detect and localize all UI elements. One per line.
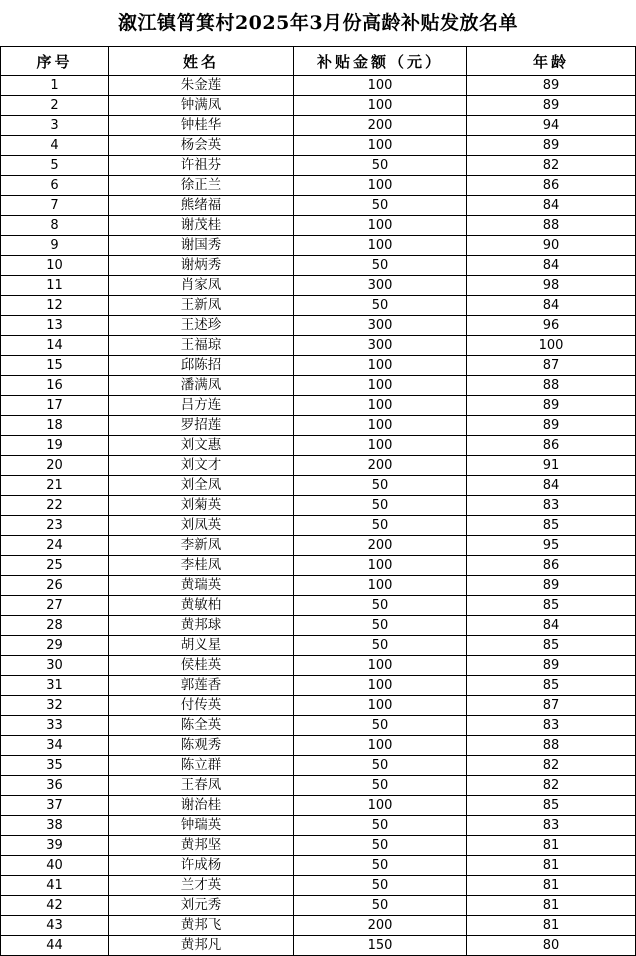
cell-name: 王春凤 xyxy=(109,776,294,796)
cell-index: 3 xyxy=(1,116,109,136)
cell-index: 6 xyxy=(1,176,109,196)
cell-amount: 100 xyxy=(294,216,467,236)
table-row xyxy=(1,536,636,556)
cell-amount: 100 xyxy=(294,696,467,716)
cell-amount: 50 xyxy=(294,816,467,836)
cell-name: 钟瑞英 xyxy=(109,816,294,836)
cell-index: 40 xyxy=(1,856,109,876)
cell-amount: 50 xyxy=(294,776,467,796)
header-amount: 补贴金额（元） xyxy=(294,47,467,76)
table-row xyxy=(1,816,636,836)
cell-age: 98 xyxy=(467,276,636,296)
table-row xyxy=(1,336,636,356)
cell-name: 陈全英 xyxy=(109,716,294,736)
cell-amount: 50 xyxy=(294,476,467,496)
table-row xyxy=(1,596,636,616)
cell-name: 刘元秀 xyxy=(109,896,294,916)
cell-name: 刘文惠 xyxy=(109,436,294,456)
cell-name: 王新凤 xyxy=(109,296,294,316)
cell-age: 90 xyxy=(467,236,636,256)
table-row xyxy=(1,236,636,256)
cell-index: 18 xyxy=(1,416,109,436)
cell-age: 86 xyxy=(467,556,636,576)
cell-name: 黄邦凡 xyxy=(109,936,294,956)
table-row xyxy=(1,456,636,476)
cell-amount: 50 xyxy=(294,896,467,916)
table-row xyxy=(1,516,636,536)
cell-age: 87 xyxy=(467,356,636,376)
table-row xyxy=(1,776,636,796)
cell-name: 许祖芬 xyxy=(109,156,294,176)
table-row xyxy=(1,76,636,96)
cell-amount: 100 xyxy=(294,376,467,396)
cell-index: 41 xyxy=(1,876,109,896)
cell-name: 钟满凤 xyxy=(109,96,294,116)
cell-age: 89 xyxy=(467,96,636,116)
cell-amount: 50 xyxy=(294,876,467,896)
cell-name: 陈立群 xyxy=(109,756,294,776)
cell-index: 38 xyxy=(1,816,109,836)
cell-amount: 50 xyxy=(294,256,467,276)
cell-age: 85 xyxy=(467,516,636,536)
cell-index: 44 xyxy=(1,936,109,956)
cell-age: 89 xyxy=(467,136,636,156)
cell-age: 82 xyxy=(467,756,636,776)
table-row xyxy=(1,756,636,776)
cell-age: 82 xyxy=(467,776,636,796)
table-row xyxy=(1,176,636,196)
cell-index: 39 xyxy=(1,836,109,856)
table-row xyxy=(1,556,636,576)
cell-age: 82 xyxy=(467,156,636,176)
cell-index: 2 xyxy=(1,96,109,116)
cell-index: 13 xyxy=(1,316,109,336)
cell-name: 黄邦球 xyxy=(109,616,294,636)
cell-index: 5 xyxy=(1,156,109,176)
cell-index: 31 xyxy=(1,676,109,696)
table-header xyxy=(1,47,636,76)
cell-amount: 200 xyxy=(294,116,467,136)
cell-age: 84 xyxy=(467,196,636,216)
cell-amount: 50 xyxy=(294,296,467,316)
table-row xyxy=(1,436,636,456)
cell-age: 88 xyxy=(467,736,636,756)
cell-amount: 300 xyxy=(294,336,467,356)
table-row xyxy=(1,476,636,496)
cell-index: 7 xyxy=(1,196,109,216)
cell-age: 84 xyxy=(467,296,636,316)
cell-index: 14 xyxy=(1,336,109,356)
cell-age: 81 xyxy=(467,896,636,916)
cell-age: 96 xyxy=(467,316,636,336)
cell-amount: 150 xyxy=(294,936,467,956)
cell-name: 徐正兰 xyxy=(109,176,294,196)
cell-age: 84 xyxy=(467,256,636,276)
cell-age: 86 xyxy=(467,436,636,456)
document-title: 溆江镇筲箕村2025年3月份高龄补贴发放名单 xyxy=(117,12,519,34)
table-row xyxy=(1,896,636,916)
cell-name: 胡义星 xyxy=(109,636,294,656)
table-row xyxy=(1,676,636,696)
cell-age: 87 xyxy=(467,696,636,716)
cell-age: 81 xyxy=(467,836,636,856)
cell-name: 王述珍 xyxy=(109,316,294,336)
table-row xyxy=(1,216,636,236)
table-row xyxy=(1,396,636,416)
cell-age: 85 xyxy=(467,636,636,656)
cell-age: 83 xyxy=(467,816,636,836)
table-row xyxy=(1,416,636,436)
cell-age: 89 xyxy=(467,76,636,96)
cell-index: 28 xyxy=(1,616,109,636)
header-age: 年龄 xyxy=(467,47,636,76)
cell-name: 谢国秀 xyxy=(109,236,294,256)
cell-index: 37 xyxy=(1,796,109,816)
cell-index: 30 xyxy=(1,656,109,676)
cell-name: 刘凤英 xyxy=(109,516,294,536)
cell-index: 23 xyxy=(1,516,109,536)
table-row xyxy=(1,636,636,656)
cell-age: 95 xyxy=(467,536,636,556)
cell-amount: 100 xyxy=(294,416,467,436)
cell-name: 刘菊英 xyxy=(109,496,294,516)
cell-age: 84 xyxy=(467,616,636,636)
table-row xyxy=(1,356,636,376)
cell-index: 36 xyxy=(1,776,109,796)
table-row xyxy=(1,696,636,716)
cell-amount: 50 xyxy=(294,716,467,736)
cell-name: 李桂凤 xyxy=(109,556,294,576)
cell-amount: 100 xyxy=(294,656,467,676)
cell-amount: 100 xyxy=(294,176,467,196)
cell-name: 吕方连 xyxy=(109,396,294,416)
table-row xyxy=(1,796,636,816)
cell-age: 84 xyxy=(467,476,636,496)
cell-index: 9 xyxy=(1,236,109,256)
subsidy-table xyxy=(0,46,636,956)
cell-age: 89 xyxy=(467,576,636,596)
cell-amount: 100 xyxy=(294,356,467,376)
cell-index: 35 xyxy=(1,756,109,776)
cell-amount: 100 xyxy=(294,676,467,696)
cell-index: 16 xyxy=(1,376,109,396)
cell-amount: 100 xyxy=(294,76,467,96)
table-row xyxy=(1,656,636,676)
cell-name: 郭莲香 xyxy=(109,676,294,696)
cell-amount: 100 xyxy=(294,576,467,596)
cell-index: 11 xyxy=(1,276,109,296)
cell-index: 12 xyxy=(1,296,109,316)
cell-age: 89 xyxy=(467,416,636,436)
table-row xyxy=(1,496,636,516)
cell-index: 25 xyxy=(1,556,109,576)
cell-index: 20 xyxy=(1,456,109,476)
cell-index: 29 xyxy=(1,636,109,656)
cell-age: 94 xyxy=(467,116,636,136)
cell-age: 83 xyxy=(467,716,636,736)
cell-name: 李新凤 xyxy=(109,536,294,556)
cell-amount: 50 xyxy=(294,156,467,176)
cell-age: 86 xyxy=(467,176,636,196)
cell-index: 1 xyxy=(1,76,109,96)
cell-amount: 50 xyxy=(294,196,467,216)
cell-name: 王福琼 xyxy=(109,336,294,356)
cell-age: 81 xyxy=(467,876,636,896)
cell-amount: 100 xyxy=(294,136,467,156)
cell-amount: 100 xyxy=(294,236,467,256)
cell-amount: 200 xyxy=(294,536,467,556)
table-row xyxy=(1,716,636,736)
table-row xyxy=(1,96,636,116)
table-row xyxy=(1,316,636,336)
cell-age: 91 xyxy=(467,456,636,476)
cell-amount: 200 xyxy=(294,456,467,476)
table-row xyxy=(1,256,636,276)
table-row xyxy=(1,136,636,156)
header-name: 姓名 xyxy=(109,47,294,76)
cell-age: 88 xyxy=(467,216,636,236)
cell-age: 85 xyxy=(467,596,636,616)
cell-amount: 50 xyxy=(294,516,467,536)
table-row xyxy=(1,736,636,756)
cell-amount: 200 xyxy=(294,916,467,936)
cell-amount: 100 xyxy=(294,96,467,116)
cell-age: 80 xyxy=(467,936,636,956)
cell-index: 19 xyxy=(1,436,109,456)
cell-index: 26 xyxy=(1,576,109,596)
cell-index: 42 xyxy=(1,896,109,916)
cell-index: 32 xyxy=(1,696,109,716)
cell-age: 81 xyxy=(467,916,636,936)
cell-name: 肖家凤 xyxy=(109,276,294,296)
cell-name: 罗招莲 xyxy=(109,416,294,436)
cell-name: 付传英 xyxy=(109,696,294,716)
cell-index: 15 xyxy=(1,356,109,376)
cell-index: 21 xyxy=(1,476,109,496)
table-row xyxy=(1,116,636,136)
cell-name: 许成杨 xyxy=(109,856,294,876)
table-row xyxy=(1,876,636,896)
table-row xyxy=(1,916,636,936)
cell-name: 谢炳秀 xyxy=(109,256,294,276)
cell-name: 谢治桂 xyxy=(109,796,294,816)
cell-amount: 100 xyxy=(294,556,467,576)
cell-name: 黄邦飞 xyxy=(109,916,294,936)
header-index: 序号 xyxy=(1,47,109,76)
cell-name: 侯桂英 xyxy=(109,656,294,676)
cell-amount: 50 xyxy=(294,596,467,616)
cell-index: 34 xyxy=(1,736,109,756)
table-row xyxy=(1,156,636,176)
table-row xyxy=(1,836,636,856)
cell-name: 熊绪福 xyxy=(109,196,294,216)
cell-name: 刘文才 xyxy=(109,456,294,476)
cell-name: 黄瑞英 xyxy=(109,576,294,596)
cell-name: 刘全凤 xyxy=(109,476,294,496)
cell-age: 81 xyxy=(467,856,636,876)
header-row xyxy=(1,47,636,76)
cell-name: 朱金莲 xyxy=(109,76,294,96)
cell-age: 89 xyxy=(467,396,636,416)
cell-index: 24 xyxy=(1,536,109,556)
cell-amount: 300 xyxy=(294,316,467,336)
cell-amount: 100 xyxy=(294,796,467,816)
cell-index: 27 xyxy=(1,596,109,616)
table-row xyxy=(1,196,636,216)
cell-age: 100 xyxy=(467,336,636,356)
cell-age: 85 xyxy=(467,796,636,816)
cell-name: 潘满凤 xyxy=(109,376,294,396)
table-row xyxy=(1,376,636,396)
cell-amount: 50 xyxy=(294,496,467,516)
cell-name: 兰才英 xyxy=(109,876,294,896)
cell-name: 陈观秀 xyxy=(109,736,294,756)
cell-amount: 50 xyxy=(294,616,467,636)
table-body xyxy=(1,76,636,956)
cell-age: 89 xyxy=(467,656,636,676)
cell-amount: 100 xyxy=(294,736,467,756)
table-row xyxy=(1,576,636,596)
cell-name: 邱陈招 xyxy=(109,356,294,376)
cell-name: 黄邦坚 xyxy=(109,836,294,856)
cell-index: 10 xyxy=(1,256,109,276)
table-row xyxy=(1,296,636,316)
table-row xyxy=(1,276,636,296)
cell-index: 8 xyxy=(1,216,109,236)
cell-age: 85 xyxy=(467,676,636,696)
cell-name: 钟桂华 xyxy=(109,116,294,136)
cell-age: 83 xyxy=(467,496,636,516)
cell-amount: 50 xyxy=(294,636,467,656)
cell-index: 4 xyxy=(1,136,109,156)
cell-index: 22 xyxy=(1,496,109,516)
cell-index: 17 xyxy=(1,396,109,416)
cell-name: 谢茂桂 xyxy=(109,216,294,236)
cell-amount: 50 xyxy=(294,836,467,856)
cell-amount: 50 xyxy=(294,856,467,876)
cell-amount: 100 xyxy=(294,396,467,416)
cell-index: 43 xyxy=(1,916,109,936)
cell-amount: 100 xyxy=(294,436,467,456)
cell-name: 黄敏柏 xyxy=(109,596,294,616)
table-row xyxy=(1,856,636,876)
cell-amount: 300 xyxy=(294,276,467,296)
table-row xyxy=(1,616,636,636)
cell-name: 杨会英 xyxy=(109,136,294,156)
cell-age: 88 xyxy=(467,376,636,396)
cell-index: 33 xyxy=(1,716,109,736)
cell-amount: 50 xyxy=(294,756,467,776)
